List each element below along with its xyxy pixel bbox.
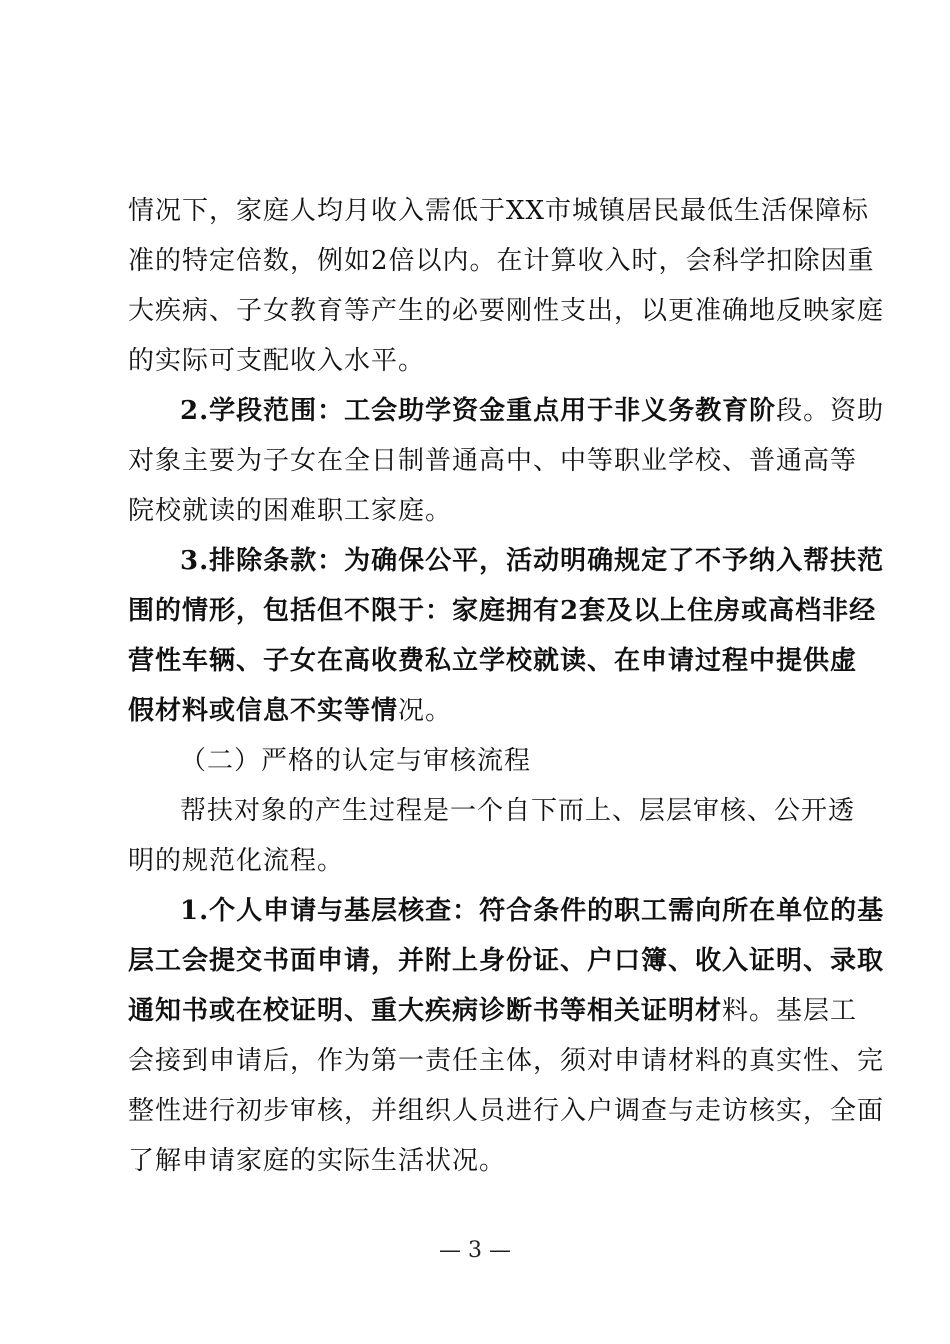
- paragraph-line: 的实际可支配收入水平。: [128, 346, 426, 376]
- paragraph-line: 帮扶对象的产生过程是一个自下而上、层层审核、公开透: [180, 796, 856, 826]
- bold-run: 通知书或在校证明、重大疾病诊断书等相关证明材: [128, 996, 723, 1026]
- paragraph-line: [128, 686, 828, 736]
- paragraph-line: 1.个人申请与基层核查：符合条件的职工需向所在单位的基: [180, 896, 885, 926]
- paragraph-line: 准的特定倍数，例如2倍以内。在计算收入时，会科学扣除因重: [128, 246, 875, 276]
- section-heading: （二）严格的认定与审核流程: [180, 746, 532, 776]
- paragraph-line: 明的规范化流程。: [128, 846, 345, 876]
- page-number: — 3 —: [439, 1238, 511, 1263]
- text-run: 料。基层工: [722, 996, 858, 1026]
- paragraph-line: [128, 986, 858, 1036]
- paragraph-line: 营性车辆、子女在高收费私立学校就读、在申请过程中提供虚: [128, 646, 858, 676]
- paragraph-line: 对象主要为子女在全日制普通高中、中等职业学校、普通高等: [128, 446, 858, 476]
- paragraph-line: 大疾病、子女教育等产生的必要刚性支出，以更准确地反映家庭: [128, 296, 885, 326]
- paragraph-line: 围的情形，包括但不限于：家庭拥有2套及以上住房或高档非经: [128, 596, 877, 626]
- text-run: 况。: [398, 696, 453, 726]
- document-body: [128, 186, 885, 1186]
- paragraph-line: 院校就读的困难职工家庭。: [128, 496, 453, 526]
- paragraph-line: 情况下，家庭人均月收入需低于XX市城镇居民最低生活保障标: [128, 196, 870, 226]
- text-run: 段。资助: [776, 396, 885, 426]
- paragraph-line: 3.排除条款：为确保公平，活动明确规定了不予纳入帮扶范: [180, 546, 885, 576]
- paragraph-line: 层工会提交书面申请，并附上身份证、户口簿、收入证明、录取: [128, 946, 885, 976]
- paragraph-line: 了解申请家庭的实际生活状况。: [128, 1146, 507, 1176]
- paragraph-line: 会接到申请后，作为第一责任主体，须对申请材料的真实性、完: [128, 1046, 885, 1076]
- bold-run: 假材料或信息不实等情: [128, 696, 399, 726]
- paragraph-line: 整性进行初步审核，并组织人员进行入户调查与走访核实，全面: [128, 1096, 885, 1126]
- bold-run: 2.学段范围：工会助学资金重点用于非义务教育阶: [180, 396, 777, 426]
- paragraph-line: [128, 386, 885, 436]
